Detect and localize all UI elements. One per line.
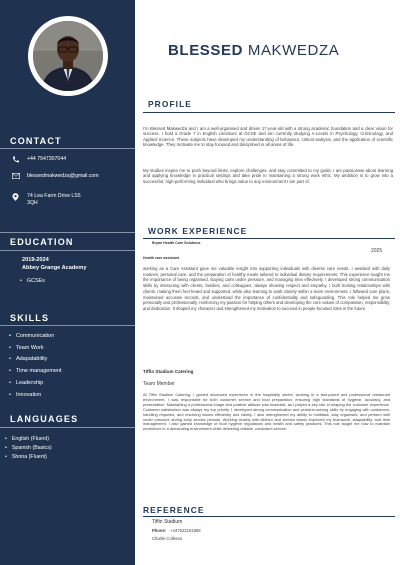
profile-divider (143, 112, 395, 113)
language-item: • English (Fluent) (5, 436, 49, 442)
contact-email-text: blessedmakwedza@gmail.com (27, 173, 99, 179)
sidebar (0, 0, 135, 565)
work-heading: WORK EXPERIENCE (148, 226, 248, 236)
location-pin-icon (12, 193, 21, 200)
languages-heading: LANGUAGES (10, 414, 79, 424)
job-description: working as a Care Assistant gave me valuable insight into supporting individuals with diverse care needs. I assisted with daily routines, personal care, and the preparation of healthy meals tailored to individual dietary requirements. This experience taught me the importance of being organised, staying calm under pressure, and managing time effectively. I developed strong communication skills by interacting with clients, families, and colleagues, always showing respect and empathy. I built trusting relationships with clients, making them feel heard and supported, while also learning to work closely within a team environment. I followed care plans, maintained accurate records, and understood the importance of confidentiality and safeguarding. This role helped me grow personally and professionally, reinforcing my passion for helping others and developing the core values of compassion, responsibility, and dedication. It shaped my character and strengthened my motivation to succeed in people-focused roles in the future. (143, 266, 390, 311)
reference-phone-label: Phone: (152, 528, 167, 533)
email-icon (12, 173, 21, 180)
contact-address (12, 193, 81, 206)
profile-photo (33, 21, 103, 91)
first-name: BLESSED (168, 42, 244, 59)
skill-item: • Communication (9, 333, 54, 339)
contact-heading: CONTACT (10, 136, 62, 146)
job-company: Bryan Health Care Solutions (152, 241, 201, 245)
job-role: Team Member (143, 381, 175, 387)
profile-heading: PROFILE (148, 99, 192, 109)
reference-phone (152, 528, 201, 533)
reference-divider (143, 516, 395, 517)
profile-photo-frame (28, 16, 108, 96)
education-item: • GCSEs (20, 278, 45, 284)
contact-phone-text: +44 7547307044 (27, 156, 67, 162)
education-divider (0, 250, 135, 251)
contact-divider (0, 148, 135, 149)
reference-phone-number: +447522191958 (170, 528, 201, 533)
last-name: MAKWEDZA (247, 42, 340, 59)
contact-address-line1: 74 Lea Farm Drive LS5 (27, 193, 81, 199)
skill-item: • Leadership (9, 380, 43, 386)
profile-paragraph-1: I'm Blessed Makwedza and I am a well-organised and driven 17-year-old with a strong academic foundation and a clear vision for success. I hold a Grade 7 in English Literature at GCSE and am currently studying A-Levels in Psychology, Criminology, and Applied Science. These subjects have developed my understanding of behaviour, critical analysis, and the application of scientific knowledge. They motivate me to stay focused and disciplined in all areas of life. (143, 126, 393, 148)
job-year: 2025 (371, 248, 383, 254)
languages-divider (0, 427, 135, 428)
skills-heading: SKILLS (10, 313, 50, 323)
skill-item: • Innovation (9, 392, 41, 398)
profile-paragraph-2: My studies inspire me to push beyond limits, explore challenges, and stay committed to my goals. I am passionate about learning and applying knowledge in practical settings and take pride in maintaining a strong work ethic. My ambition is to grow into a successful, high-performing individual who brings value to any environment I am part of. (143, 168, 393, 184)
education-heading: EDUCATION (10, 237, 74, 247)
reference-organisation: Tiffin Stadium (152, 519, 183, 525)
contact-phone (12, 156, 66, 163)
contact-email (12, 173, 99, 180)
language-item: • Shona (Fluent) (5, 454, 47, 460)
skill-item: • Adapatability (9, 356, 47, 362)
education-years: 2019-2024 (22, 257, 49, 263)
reference-person: Charlie Colleran (152, 536, 183, 541)
reference-heading: REFERENCE (143, 505, 205, 515)
phone-icon (12, 156, 21, 163)
skill-item: • Time management (9, 368, 62, 374)
education-school: Abbey Grange Academy (22, 265, 87, 271)
work-divider (143, 238, 395, 239)
job-company: Tiffin Stadium Catering (143, 369, 194, 374)
job-role: Health care assistant (143, 256, 179, 260)
contact-address-line2: 3QH (27, 199, 38, 206)
language-item: • Spanish (Basics) (5, 445, 52, 451)
skill-item: • Team Work (9, 345, 44, 351)
skills-divider (0, 325, 135, 326)
education-divider-top (0, 232, 135, 233)
candidate-name (168, 42, 339, 59)
job-description: At Tiffin Stadium Catering, I gained advanced experience in the hospitality sector, working in a fast-paced and professional restaurant environment. I was responsible for both customer service and food preparation, ensuring high standards of hygiene, accuracy, and presentation. Maintaining a professional image and positive attitude was essential, as I played a key role in shaping the customer experience. Customer satisfaction was always my top priority. I developed strong communication and problem-solving skills by engaging with customers, handling requests, and resolving issues efficiently and calmly. I also strengthened my ability to multitask, stay organised, and perform well under pressure during busy service periods. Working closely with kitchen and service teams improved my teamwork, adaptability, and time management. I also gained knowledge of food hygiene regulations and health and safety practices. This role taught me how to maintain excellence in a demanding environment while delivering reliable, consistent service. (143, 392, 390, 432)
